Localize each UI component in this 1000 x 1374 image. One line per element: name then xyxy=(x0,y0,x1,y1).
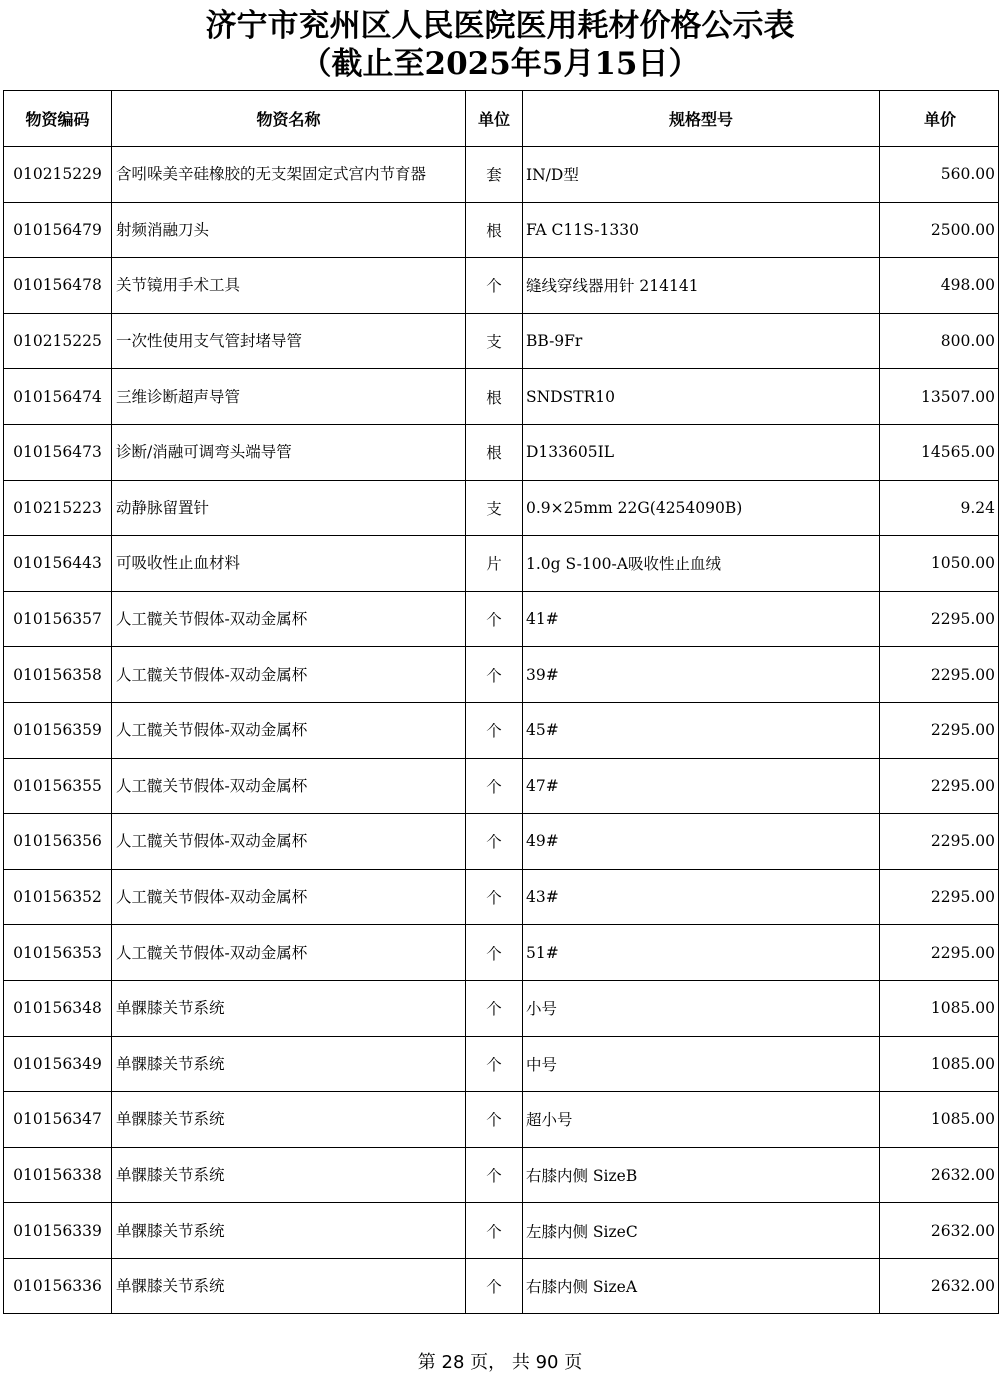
cell-spec: 41# xyxy=(523,591,880,647)
cell-unit: 个 xyxy=(466,702,523,758)
cell-unit: 个 xyxy=(466,758,523,814)
cell-code: 010215229 xyxy=(4,147,112,203)
cell-name: 人工髋关节假体-双动金属杯 xyxy=(112,647,466,703)
price-table xyxy=(3,90,999,1314)
cell-price: 2295.00 xyxy=(880,814,999,870)
cell-name: 单髁膝关节系统 xyxy=(112,1092,466,1148)
cell-unit: 根 xyxy=(466,424,523,480)
table-row xyxy=(4,424,999,480)
cell-name: 可吸收性止血材料 xyxy=(112,536,466,592)
cell-price: 9.24 xyxy=(880,480,999,536)
cell-code: 010156473 xyxy=(4,424,112,480)
cell-unit: 支 xyxy=(466,313,523,369)
cell-unit: 个 xyxy=(466,925,523,981)
cell-spec: 51# xyxy=(523,925,880,981)
cell-unit: 个 xyxy=(466,1092,523,1148)
cell-price: 2295.00 xyxy=(880,869,999,925)
cell-code: 010156474 xyxy=(4,369,112,425)
cell-name: 单髁膝关节系统 xyxy=(112,1147,466,1203)
cell-unit: 个 xyxy=(466,1258,523,1314)
cell-unit: 根 xyxy=(466,369,523,425)
table-row xyxy=(4,202,999,258)
cell-name: 单髁膝关节系统 xyxy=(112,1036,466,1092)
cell-spec: D133605IL xyxy=(523,424,880,480)
cell-price: 1050.00 xyxy=(880,536,999,592)
table-row xyxy=(4,480,999,536)
cell-code: 010156352 xyxy=(4,869,112,925)
cell-code: 010156338 xyxy=(4,1147,112,1203)
cell-spec: 47# xyxy=(523,758,880,814)
cell-code: 010156339 xyxy=(4,1203,112,1259)
header-code: 物资编码 xyxy=(4,91,112,147)
cell-spec: 超小号 xyxy=(523,1092,880,1148)
cell-code: 010156348 xyxy=(4,980,112,1036)
cell-unit: 个 xyxy=(466,980,523,1036)
table-row xyxy=(4,536,999,592)
cell-name: 人工髋关节假体-双动金属杯 xyxy=(112,814,466,870)
cell-price: 2632.00 xyxy=(880,1203,999,1259)
table-row xyxy=(4,313,999,369)
cell-price: 2295.00 xyxy=(880,647,999,703)
cell-name: 人工髋关节假体-双动金属杯 xyxy=(112,758,466,814)
cell-price: 1085.00 xyxy=(880,980,999,1036)
cell-unit: 个 xyxy=(466,591,523,647)
table-row xyxy=(4,925,999,981)
cell-spec: 1.0g S-100-A吸收性止血绒 xyxy=(523,536,880,592)
table-row xyxy=(4,702,999,758)
cell-price: 2295.00 xyxy=(880,702,999,758)
cell-code: 010156355 xyxy=(4,758,112,814)
cell-spec: 43# xyxy=(523,869,880,925)
cell-spec: 49# xyxy=(523,814,880,870)
table-row xyxy=(4,1203,999,1259)
cell-name: 关节镜用手术工具 xyxy=(112,258,466,314)
cell-name: 单髁膝关节系统 xyxy=(112,1203,466,1259)
cell-unit: 个 xyxy=(466,258,523,314)
table-row xyxy=(4,1036,999,1092)
cell-name: 动静脉留置针 xyxy=(112,480,466,536)
cell-unit: 个 xyxy=(466,1036,523,1092)
cell-unit: 套 xyxy=(466,147,523,203)
cell-spec: IN/D型 xyxy=(523,147,880,203)
cell-code: 010156353 xyxy=(4,925,112,981)
table-row xyxy=(4,1147,999,1203)
table-row xyxy=(4,869,999,925)
cell-price: 498.00 xyxy=(880,258,999,314)
cell-price: 2295.00 xyxy=(880,925,999,981)
cell-price: 2632.00 xyxy=(880,1258,999,1314)
cell-unit: 支 xyxy=(466,480,523,536)
header-name: 物资名称 xyxy=(112,91,466,147)
cell-code: 010156358 xyxy=(4,647,112,703)
cell-price: 2295.00 xyxy=(880,758,999,814)
table-row xyxy=(4,647,999,703)
cell-name: 诊断/消融可调弯头端导管 xyxy=(112,424,466,480)
cell-code: 010156357 xyxy=(4,591,112,647)
header-unit: 单位 xyxy=(466,91,523,147)
cell-name: 单髁膝关节系统 xyxy=(112,1258,466,1314)
cell-unit: 个 xyxy=(466,869,523,925)
table-row xyxy=(4,814,999,870)
table-header-row xyxy=(4,91,999,147)
table-row xyxy=(4,980,999,1036)
cell-price: 2500.00 xyxy=(880,202,999,258)
header-price: 单价 xyxy=(880,91,999,147)
cell-name: 一次性使用支气管封堵导管 xyxy=(112,313,466,369)
document-title: 济宁市兖州区人民医院医用耗材价格公示表 xyxy=(205,8,795,44)
cell-code: 010156349 xyxy=(4,1036,112,1092)
cell-code: 010156443 xyxy=(4,536,112,592)
cell-price: 1085.00 xyxy=(880,1036,999,1092)
cell-code: 010156479 xyxy=(4,202,112,258)
cell-price: 2632.00 xyxy=(880,1147,999,1203)
cell-name: 三维诊断超声导管 xyxy=(112,369,466,425)
table-row xyxy=(4,369,999,425)
cell-name: 人工髋关节假体-双动金属杯 xyxy=(112,869,466,925)
table-row xyxy=(4,1092,999,1148)
cell-code: 010215223 xyxy=(4,480,112,536)
cell-unit: 个 xyxy=(466,1147,523,1203)
document-subtitle-date: （截止至2025年5月15日） xyxy=(300,46,700,82)
cell-spec: SNDSTR10 xyxy=(523,369,880,425)
cell-name: 单髁膝关节系统 xyxy=(112,980,466,1036)
cell-code: 010156359 xyxy=(4,702,112,758)
cell-name: 含吲哚美辛硅橡胶的无支架固定式宫内节育器 xyxy=(112,147,466,203)
cell-price: 560.00 xyxy=(880,147,999,203)
cell-spec: 左膝内侧 SizeC xyxy=(523,1203,880,1259)
cell-unit: 个 xyxy=(466,647,523,703)
cell-spec: 45# xyxy=(523,702,880,758)
cell-spec: 小号 xyxy=(523,980,880,1036)
cell-price: 13507.00 xyxy=(880,369,999,425)
cell-name: 人工髋关节假体-双动金属杯 xyxy=(112,925,466,981)
cell-unit: 片 xyxy=(466,536,523,592)
cell-spec: 39# xyxy=(523,647,880,703)
cell-code: 010156478 xyxy=(4,258,112,314)
cell-spec: BB-9Fr xyxy=(523,313,880,369)
cell-price: 2295.00 xyxy=(880,591,999,647)
cell-unit: 根 xyxy=(466,202,523,258)
cell-code: 010156336 xyxy=(4,1258,112,1314)
cell-unit: 个 xyxy=(466,814,523,870)
cell-price: 1085.00 xyxy=(880,1092,999,1148)
cell-unit: 个 xyxy=(466,1203,523,1259)
page-footer: 第 28 页， 共 90 页 xyxy=(417,1352,583,1373)
cell-code: 010156356 xyxy=(4,814,112,870)
cell-spec: 右膝内侧 SizeB xyxy=(523,1147,880,1203)
cell-code: 010215225 xyxy=(4,313,112,369)
header-spec: 规格型号 xyxy=(523,91,880,147)
table-row xyxy=(4,758,999,814)
table-row xyxy=(4,1258,999,1314)
cell-name: 射频消融刀头 xyxy=(112,202,466,258)
table-row xyxy=(4,258,999,314)
cell-spec: 缝线穿线器用针 214141 xyxy=(523,258,880,314)
cell-spec: 0.9×25mm 22G(4254090B) xyxy=(523,480,880,536)
cell-name: 人工髋关节假体-双动金属杯 xyxy=(112,702,466,758)
cell-price: 14565.00 xyxy=(880,424,999,480)
cell-code: 010156347 xyxy=(4,1092,112,1148)
table-row xyxy=(4,147,999,203)
cell-price: 800.00 xyxy=(880,313,999,369)
cell-spec: 右膝内侧 SizeA xyxy=(523,1258,880,1314)
cell-name: 人工髋关节假体-双动金属杯 xyxy=(112,591,466,647)
cell-spec: FA C11S-1330 xyxy=(523,202,880,258)
table-row xyxy=(4,591,999,647)
cell-spec: 中号 xyxy=(523,1036,880,1092)
